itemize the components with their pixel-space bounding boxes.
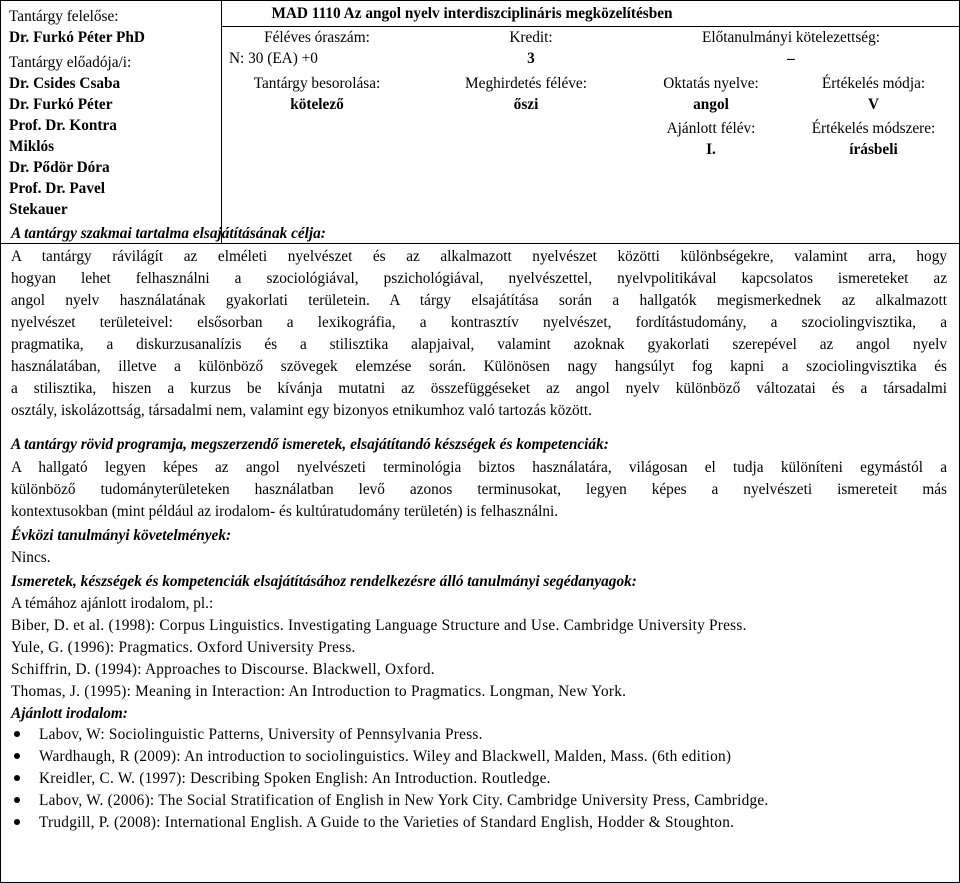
reference-item: Biber, D. et al. (1998): Corpus Linguistics. Investigating Language Structure and Use. Cambridge University Press. — [11, 617, 747, 634]
aim-line: nyelvészet területeivel: elsősorban a lexikográfia, a kontrasztív nyelvészet, fordítástudomány, a szociolingvisztika, a — [11, 314, 947, 331]
semester-label: Meghirdetés féléve: — [465, 75, 587, 92]
lecturer-name: Stekauer — [9, 201, 68, 218]
aim-line: osztály, iskolázottság, társadalmi nem, valamint egy bizonyos etnikumhoz való tartozás között. — [11, 402, 592, 419]
bullet-icon — [14, 731, 20, 737]
requirements-title: Évközi tanulmányi követelmények: — [11, 527, 232, 544]
recommended-item: Kreidler, C. W. (1997): Describing Spoken English: An Introduction. Routledge. — [39, 770, 551, 787]
aim-line: angol nyelv használatának gyakorlati területein. A tárgy elsajátítása során a hallgatók megismerkednek az alkalmazott — [11, 292, 947, 309]
lecturer-name: Prof. Dr. Pavel — [9, 180, 106, 197]
classification-value: kötelező — [290, 96, 344, 113]
recommended-item: Labov, W. (2006): The Social Stratification of English in New York City. Cambridge University Press, Cambridge. — [39, 792, 769, 809]
program-line: A hallgató legyen képes az angol nyelvészeti terminológia biztos használatára, világosan el tudja különíteni egymástól a — [11, 459, 947, 476]
program-line: kontextusokban (mint például az irodalom- és kultúratudomány területén) is felhasználni. — [11, 503, 559, 520]
aim-line: pragmatika, a diskurzusanalízis és a stilisztika alapjaival, valamint azoknak gyakorlati szerepével az angol nyelv — [11, 336, 947, 353]
reference-item: Yule, G. (1996): Pragmatics. Oxford University Press. — [11, 639, 356, 656]
recommended-title: Ajánlott irodalom: — [11, 705, 128, 722]
reference-item: Schiffrin, D. (1994): Approaches to Discourse. Blackwell, Oxford. — [11, 661, 435, 678]
recommended-item: Wardhaugh, R (2009): An introduction to sociolinguistics. Wiley and Blackwell, Malden, Mass. (6th edition) — [39, 748, 732, 765]
eval-method-value: írásbeli — [849, 141, 898, 158]
rec-semester-value: I. — [706, 141, 716, 158]
lecturers-label: Tantárgy előadója/i: — [9, 54, 132, 71]
eval-mode-value: V — [867, 96, 880, 113]
lecturer-name: Dr. Furkó Péter — [9, 96, 113, 113]
eval-method-label: Értékelés módszere: — [811, 120, 936, 137]
credit-label: Kredit: — [509, 29, 553, 46]
responsible-name: Dr. Furkó Péter PhD — [9, 29, 145, 46]
course-title: MAD 1110 Az angol nyelv interdiszciplináris megközelítésben — [271, 5, 673, 22]
lecturer-name: Miklós — [9, 138, 55, 155]
bullet-icon — [14, 753, 20, 759]
materials-title: Ismeretek, készségek és kompetenciák elsajátításához rendelkezésre álló tanulmányi segédanyagok: — [11, 573, 637, 590]
lecturer-name: Dr. Pődör Dóra — [9, 159, 110, 176]
aim-line: használatában, illetve a különböző szövegek elemzése során. Különösen nagy hangsúlyt fog kapni a szociolingvisztika és — [11, 358, 947, 375]
bullet-icon — [14, 819, 20, 825]
aim-line: A tantárgy rávilágít az elméleti nyelvészet és az alkalmazott nyelvészet közötti különbségekre, valamint arra, hogy — [11, 248, 947, 265]
eval-mode-label: Értékelés módja: — [821, 75, 926, 92]
prereq-value: – — [787, 50, 795, 67]
aim-title: A tantárgy szakmai tartalma elsajátításának célja: — [11, 225, 326, 242]
rec-semester-label: Ajánlott félév: — [666, 120, 756, 137]
aim-line: hogyan lehet felhasználni a szociológiával, pszichológiával, nyelvészettel, nyelvpolitikával kapcsolatos ismereteket az — [11, 270, 947, 287]
program-line: különböző tudományterületeken használatban levő azonos terminusokat, legyen képes a nyelvészeti ismereteit más — [11, 481, 947, 498]
hours-label: Féléves óraszám: — [264, 29, 370, 46]
prereq-label: Előtanulmányi kötelezettség: — [702, 29, 880, 46]
language-value: angol — [693, 96, 729, 113]
responsible-label: Tantárgy felelőse: — [9, 8, 119, 25]
bullet-icon — [14, 775, 20, 781]
lecturer-name: Dr. Csides Csaba — [9, 75, 121, 92]
materials-intro: A témához ajánlott irodalom, pl.: — [11, 595, 214, 612]
hours-value: N: 30 (EA) +0 — [229, 50, 318, 67]
lecturer-name: Prof. Dr. Kontra — [9, 117, 117, 134]
language-label: Oktatás nyelve: — [663, 75, 759, 92]
aim-line: a stilisztika, hiszen a kurzus be kívánja mutatni az összefüggéseket az angol nyelv különböző változatai és a társadalmi — [11, 380, 947, 397]
classification-label: Tantárgy besorolása: — [253, 75, 381, 92]
reference-item: Thomas, J. (1995): Meaning in Interaction: An Introduction to Pragmatics. Longman, New York. — [11, 683, 627, 700]
semester-value: őszi — [513, 96, 539, 113]
credit-value: 3 — [527, 50, 535, 67]
recommended-item: Trudgill, P. (2008): International English. A Guide to the Varieties of Standard English, Hodder & Stoughton. — [39, 814, 735, 831]
program-title: A tantárgy rövid programja, megszerzendő ismeretek, elsajátítandó készségek és kompetenciák: — [11, 436, 609, 453]
bullet-icon — [14, 797, 20, 803]
requirements-text: Nincs. — [11, 549, 51, 566]
recommended-item: Labov, W: Sociolinguistic Patterns, University of Pennsylvania Press. — [39, 726, 483, 743]
